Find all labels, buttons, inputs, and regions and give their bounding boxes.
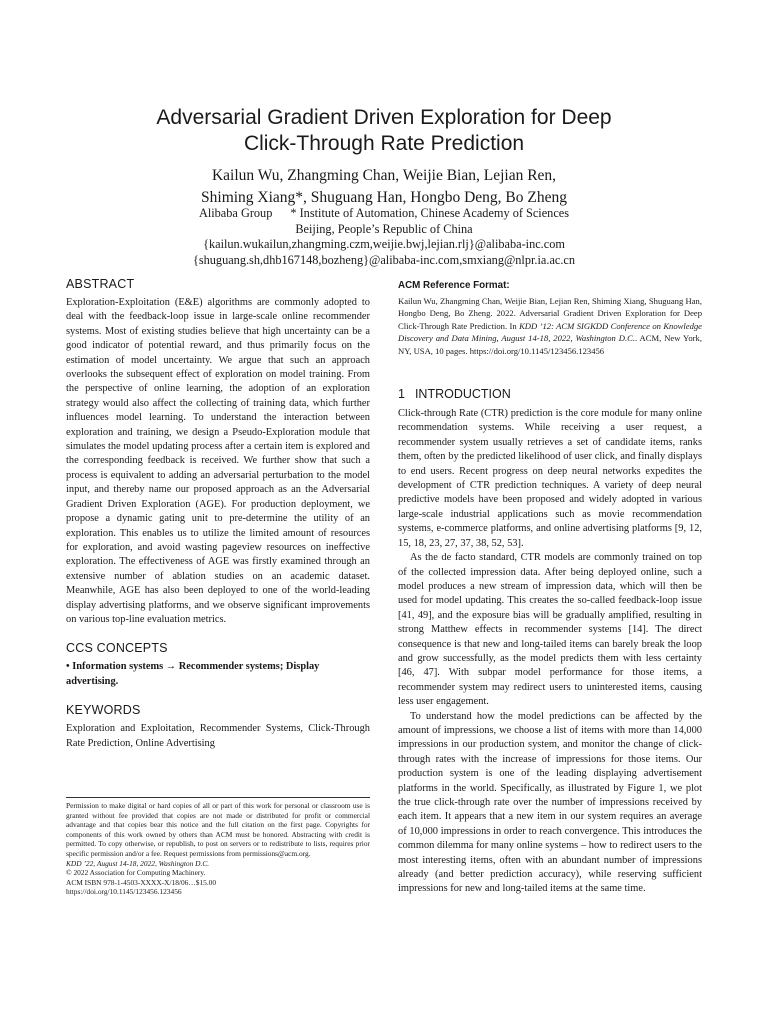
intro-paragraph-2: As the de facto standard, CTR models are commonly trained on top of the collected impression data. After being deployed online, such a model produces a new stream of impression data, which will then be used for model updating. This creates the so-called feedback-loop issue [41, 49], and the exposure bias will be gradually amplified, resulting in strong Matthew effects in recommender systems [14]. The direct consequence is that new and long-tailed items can barely break the loop and grow successfully, as the model predicts them with less certainty [46, 47]. With subpar model performance for those items, a recommender system may redirect users to uninterested items, causing less user engagement. [398, 552, 702, 708]
section-title: INTRODUCTION [414, 387, 511, 402]
affiliation-block [100, 206, 668, 268]
title-line-1: Adversarial Gradient Driven Exploration for Deep [156, 106, 612, 129]
abstract-heading: ABSTRACT [66, 277, 135, 291]
conference-line: KDD ’22, August 14-18, 2022, Washington D.C. [66, 858, 210, 868]
permission-notice: Permission to make digital or hard copies of all or part of this work for personal or classroom use is granted without fee provided that copies are not made or distributed for profit or commercial advantage and that copies bear this notice and the full citation on the first page. Copyrights for components of this work owned by others than ACM must be honored. Abstracting with credit is permitted. To copy otherwise, or republish, to post on servers or to redistribute to lists, requires prior specific permission and/or a fee. Request permissions from permissions@acm.org. [66, 801, 370, 858]
acm-reference-heading: ACM Reference Format: [398, 280, 510, 291]
authors-line-1: Kailun Wu, Zhangming Chan, Weijie Bian, Lejian Ren, [211, 167, 557, 184]
acm-reference-tail: . ACM, New York, NY, USA, 10 pages. https://doi.org/10.1145/123456.123456 [398, 333, 702, 356]
ccs-item: • Information systems → Recommender systems; Display advertising. [66, 661, 320, 687]
affiliation-emails-2: {shuguang.sh,dhb167148,bozheng}@alibaba-inc.com,smxiang@nlpr.ia.ac.cn [192, 252, 576, 267]
introduction-body [398, 407, 702, 897]
paper-title [100, 105, 668, 157]
copyright-line: © 2022 Association for Computing Machinery. [66, 868, 206, 878]
keywords-body: Exploration and Exploitation, Recommender Systems, Click-Through Rate Prediction, Online Advertising [66, 723, 370, 749]
left-column [66, 277, 370, 751]
affiliation-org-2: * Institute of Automation, Chinese Academy of Sciences [290, 206, 570, 220]
affiliation-location: Beijing, People’s Republic of China [295, 221, 473, 236]
title-line-2: Click-Through Rate Prediction [243, 132, 525, 155]
affiliation-emails-1: {kailun.wukailun,zhangming.czm,weijie.bwj,lejian.rlj}@alibaba-inc.com [203, 237, 565, 251]
acm-reference-body [398, 295, 702, 357]
intro-paragraph-3: To understand how the model predictions can be affected by the amount of impressions, we choose a list of items with more than 14,000 impressions in our production system, and monitor the change of click-through rates with the increase of impressions for those items. Our production system is one of the leading displaying advertisement platforms in the world. Specifically, as illustrated by Figure 1, we plot the true click-through rate over the number of impressions received by each item. It appears that a new item in our system requires an average of 10,000 impressions in order to reach convergence. This introduces the common dilemma for many online systems – how to redirect users to the most interesting items, often with an abundant number of impressions already (and better prediction accuracy), while reserving sufficient impressions for new and long-tailed items at the same time. [398, 710, 702, 895]
isbn-line: ACM ISBN 978-1-4503-XXXX-X/18/06…$15.00 [66, 877, 217, 887]
author-list [100, 165, 668, 209]
abstract-body: Exploration-Exploitation (E&E) algorithms are commonly adopted to deal with the feedback-loop issue in large-scale online recommender systems. Most of existing studies believe that high uncertainty can be a good indicator of potential reward, and thus primarily focus on the estimation of model uncertainty. We argue that such an approach overlooks the subsequent effect of exploration on model training. From the perspective of online learning, the adoption of an exploration strategy would also affect the collecting of training data, which further influences model learning. To understand the interaction between exploration and training, we design a Pseudo-Exploration module that simulates the model updating process after a certain item is explored and the corresponding feedback is received. We further show that such a process is equivalent to adding an adversarial perturbation to the model input, and thereby name our proposed approach as an the Adversarial Gradient Driven Exploration (AGE). For production deployment, we propose a dynamic gating unit to pre-determine the utility of an exploration. This enables us to utilize the limited amount of resources for exploration, and avoid wasting pageview resources on ineffective exploration. The effectiveness of AGE was firstly examined through an extensive number of ablation studies on an academic dataset. Meanwhile, AGE has also been deployed to one of the world-leading display advertising platforms, and we observe significant improvements on various top-line evaluation metrics. [66, 297, 370, 625]
right-column [398, 277, 702, 897]
intro-paragraph-1: Click-through Rate (CTR) prediction is the core module for many online recommendation systems. While receiving a user request, a recommender system usually retrieves a set of candidate items, ranks them, often by the predicted likelihood of user click, and finally displays to end users. Recent progress on deep neural networks expedites the development of CTR prediction techniques. A variety of deep neural predictive models have been proposed and widely adopted in various large-scale industrial applications such as movie recommendation systems, e-commerce platforms, and online advertising platforms [9, 12, 15, 18, 23, 27, 37, 38, 52, 53]. [398, 408, 702, 549]
doi-link[interactable]: https://doi.org/10.1145/123456.123456 [66, 887, 182, 897]
keywords-heading: KEYWORDS [66, 703, 141, 718]
affiliation-org-1: Alibaba Group [198, 206, 273, 220]
section-number: 1 [398, 387, 405, 402]
acm-reference-venue: KDD ’12: ACM SIGKDD Conference on Knowledge Discovery and Data Mining, August 14-18, 2022, Washington D.C. [398, 320, 702, 344]
introduction-heading [398, 387, 702, 401]
ccs-heading: CCS CONCEPTS [66, 641, 168, 656]
acm-reference-authors-title: Kailun Wu, Zhangming Chan, Weijie Bian, Lejian Ren, Shiming Xiang, Shuguang Han, Hongbo Deng, Bo Zheng. 2022. Adversarial Gradient Driven Exploration for Deep Click-Through Rate Prediction. In [398, 296, 702, 331]
authors-line-2: Shiming Xiang*, Shuguang Han, Hongbo Deng, Bo Zheng [201, 189, 567, 206]
copyright-footnote [66, 797, 370, 897]
